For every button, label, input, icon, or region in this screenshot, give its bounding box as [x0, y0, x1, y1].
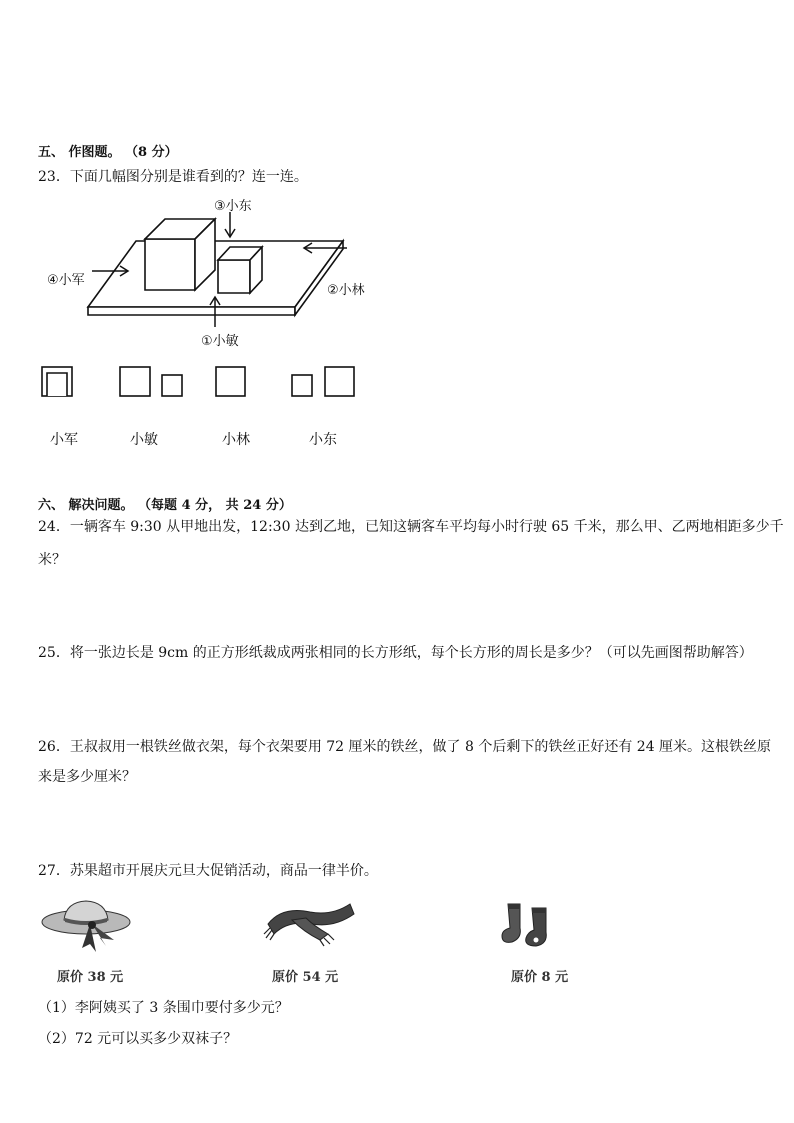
- label-xiaomin: ①小敏: [201, 334, 239, 349]
- view-xiaojun: [42, 367, 72, 396]
- question-26-line1: 26．王叔叔用一根铁丝做衣架，每个衣架要用 72 厘米的铁丝，做了 8 个后剩下的铁丝正好还有 24 厘米。这根铁丝原: [38, 739, 772, 755]
- label-xiaodong: ③小东: [214, 199, 252, 214]
- question-25: 25．将一张边长是 9cm 的正方形纸裁成两张相同的长方形纸，每个长方形的周长是多少？（可以先画图帮助解答）: [38, 645, 753, 661]
- section5-heading: 五、 作图题。 （8 分）: [38, 145, 178, 160]
- large-cube: [145, 219, 215, 290]
- socks-icon: [498, 900, 564, 948]
- socks-price: 原价 8 元: [511, 970, 569, 985]
- hat-icon: [40, 896, 136, 958]
- view-xiaomin: [120, 367, 182, 396]
- question-24-line2: 米？: [38, 552, 66, 568]
- question-23: 23．下面几幅图分别是谁看到的？连一连。: [38, 169, 308, 185]
- small-cube: [218, 247, 262, 293]
- question-27-sub1: （1）李阿姨买了 3 条围巾要付多少元？: [38, 1000, 289, 1016]
- view-xiaolin: [216, 367, 245, 396]
- label-xiaojun: ④小军: [47, 273, 85, 288]
- question-27: 27．苏果超市开展庆元旦大促销活动，商品一律半价。: [38, 863, 378, 879]
- view-xiaodong: [292, 367, 354, 396]
- view-label-2: 小敏: [130, 432, 158, 448]
- section6-heading: 六、 解决问题。 （每题 4 分， 共 24 分）: [38, 498, 292, 513]
- view-label-1: 小军: [50, 432, 78, 448]
- views-row: [0, 360, 420, 405]
- block-figure: [0, 190, 420, 360]
- view-label-3: 小林: [222, 432, 250, 448]
- scarf-price: 原价 54 元: [272, 970, 339, 985]
- view-label-4: 小东: [309, 432, 337, 448]
- question-24-line1: 24．一辆客车 9:30 从甲地出发，12:30 达到乙地，已知这辆客车平均每小时行驶 65 千米，那么甲、乙两地相距多少千: [38, 519, 784, 535]
- question-26-line2: 来是多少厘米？: [38, 769, 136, 785]
- scarf-icon: [262, 898, 358, 948]
- hat-price: 原价 38 元: [57, 970, 124, 985]
- question-27-sub2: （2）72 元可以买多少双袜子？: [38, 1031, 238, 1047]
- label-xiaolin: ②小林: [327, 283, 365, 298]
